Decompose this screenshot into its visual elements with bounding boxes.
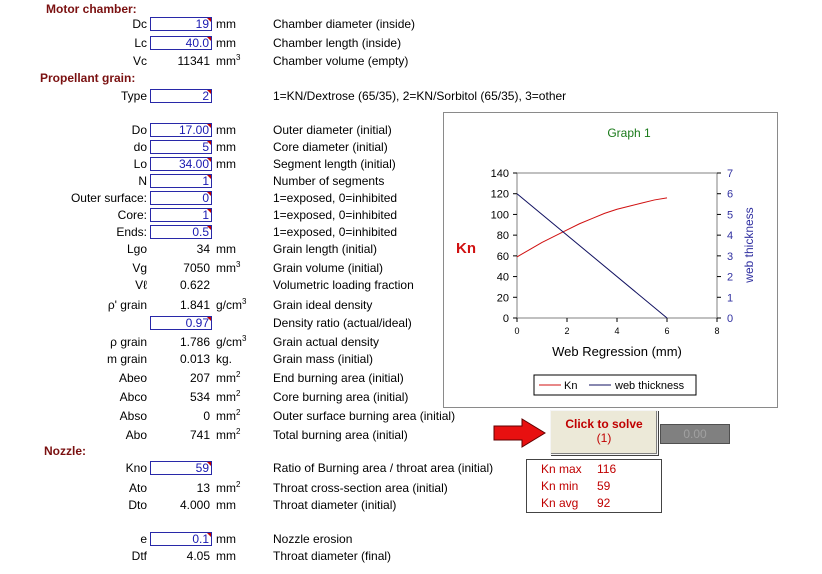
dc-unit-text: mm — [216, 17, 236, 31]
vg-description: Grain volume (initial) — [273, 261, 384, 275]
e-input[interactable]: 0.1 — [150, 532, 212, 546]
abo-unit-exponent: 2 — [236, 427, 241, 436]
type-label: Type — [120, 89, 147, 103]
n-input[interactable]: 1 — [150, 174, 212, 188]
kn-max-value: 116 — [597, 462, 617, 476]
abeo-unit-exponent: 2 — [236, 370, 241, 379]
lc-label: Lc — [134, 36, 147, 50]
m-grain-unit — [216, 352, 232, 366]
abo-value: 741 — [189, 428, 210, 442]
abo-label: Abo — [125, 428, 147, 442]
ato-unit — [216, 481, 240, 495]
v-description: Volumetric loading fraction — [273, 278, 414, 292]
type-input[interactable]: 2 — [150, 89, 212, 103]
grain-label: ρ' grain — [107, 298, 147, 312]
kno-description: Ratio of Burning area / throat area (initial) — [273, 461, 494, 475]
vg-unit-text: mm — [216, 261, 236, 275]
lo-input[interactable]: 34.00 — [150, 157, 212, 171]
do-input[interactable]: 17.00 — [150, 123, 212, 137]
ato-description: Throat cross-section area (initial) — [273, 481, 448, 495]
core-input[interactable]: 1 — [150, 208, 212, 222]
lc-description: Chamber length (inside) — [273, 36, 402, 50]
dc-input[interactable]: 19 — [150, 17, 212, 31]
grain-description: Grain actual density — [273, 335, 380, 349]
e-unit-text: mm — [216, 532, 236, 546]
abeo-label: Abeo — [118, 371, 147, 385]
x-axis-tick-label: 6 — [664, 326, 670, 336]
abco-label: Abco — [119, 390, 147, 404]
abso-description: Outer surface burning area (initial) — [273, 409, 456, 423]
solve-status-box: 0.00 — [660, 424, 730, 444]
dtf-unit — [216, 549, 236, 563]
grain-unit-text: g/cm — [216, 298, 243, 312]
vc-unit-exponent: 3 — [236, 53, 241, 62]
do-unit — [216, 123, 236, 137]
dtf-unit-text: mm — [216, 549, 236, 563]
dc-label: Dc — [132, 17, 147, 31]
e-unit — [216, 532, 236, 546]
ato-label: Ato — [128, 481, 147, 495]
abco-value: 534 — [189, 390, 210, 404]
core-label: Core: — [117, 208, 147, 222]
lo-unit-text: mm — [216, 157, 236, 171]
abeo-value: 207 — [189, 371, 210, 385]
kn-min-value: 59 — [597, 479, 611, 493]
right-axis-tick-label: 6 — [727, 188, 734, 201]
density-ratio-input[interactable]: 0.97 — [150, 316, 212, 330]
do-input[interactable]: 5 — [150, 140, 212, 154]
m-grain-value: 0.013 — [179, 352, 210, 366]
abso-label: Abso — [119, 409, 147, 423]
outer-surface-input[interactable]: 0 — [150, 191, 212, 205]
x-axis-tick-label: 2 — [564, 326, 570, 336]
lo-label: Lo — [133, 157, 147, 171]
abso-unit — [216, 409, 240, 423]
vg-value: 7050 — [183, 261, 210, 275]
abco-unit-exponent: 2 — [236, 389, 241, 398]
right-axis-label: web thickness — [742, 207, 756, 283]
e-label: e — [140, 532, 147, 546]
lc-input[interactable]: 40.0 — [150, 36, 212, 50]
grain-unit — [216, 335, 246, 349]
density-ratio-description: Density ratio (actual/ideal) — [273, 316, 412, 330]
abco-description: Core burning area (initial) — [273, 390, 409, 404]
abso-value: 0 — [203, 409, 210, 423]
abo-description: Total burning area (initial) — [273, 428, 408, 442]
abo-unit — [216, 428, 240, 442]
legend-label-kn: Kn — [564, 380, 578, 392]
right-axis-tick-label: 4 — [727, 230, 734, 243]
ends-label: Ends: — [116, 225, 147, 239]
m-grain-description: Grain mass (initial) — [273, 352, 374, 366]
grain-unit — [216, 298, 246, 312]
section-motor-chamber: Motor chamber: — [46, 2, 137, 16]
right-axis-tick-label: 0 — [727, 313, 734, 325]
kn-avg-value: 92 — [597, 496, 611, 510]
left-axis-tick-label: 60 — [496, 250, 509, 263]
outer-surface-label: Outer surface: — [70, 191, 147, 205]
solve-button-count: (1) — [596, 431, 612, 445]
arrow-right-icon — [492, 418, 548, 448]
x-axis-tick-label: 8 — [714, 326, 720, 336]
do-description: Core diameter (initial) — [273, 140, 388, 154]
m-grain-label: m grain — [106, 352, 147, 366]
outer-surface-description: 1=exposed, 0=inhibited — [273, 191, 398, 205]
kno-label: Kno — [125, 461, 147, 475]
m-grain-unit-text: kg. — [216, 352, 233, 366]
plot-area — [517, 173, 717, 318]
section-nozzle: Nozzle: — [44, 444, 86, 458]
abso-unit-exponent: 2 — [236, 408, 241, 417]
vc-unit-text: mm — [216, 54, 236, 68]
left-axis-tick-label: 100 — [490, 209, 509, 222]
abeo-unit — [216, 371, 240, 385]
left-axis-tick-label: 20 — [496, 292, 509, 305]
dto-description: Throat diameter (initial) — [273, 498, 397, 512]
dto-value: 4.000 — [179, 498, 210, 512]
v-value: 0.622 — [179, 278, 210, 292]
grain-unit-exponent: 3 — [242, 334, 247, 343]
do-unit — [216, 140, 236, 154]
abo-unit-text: mm — [216, 428, 236, 442]
do-unit-text: mm — [216, 140, 236, 154]
abeo-unit-text: mm — [216, 371, 236, 385]
lc-unit-text: mm — [216, 36, 236, 50]
left-axis-tick-label: 40 — [496, 271, 509, 284]
left-axis-tick-label: 140 — [490, 168, 509, 180]
ends-description: 1=exposed, 0=inhibited — [273, 225, 398, 239]
x-axis-tick-label: 0 — [514, 326, 520, 336]
right-axis-tick-label: 3 — [727, 250, 734, 263]
vg-unit-exponent: 3 — [236, 260, 241, 269]
left-axis-tick-label: 0 — [502, 313, 509, 325]
core-description: 1=exposed, 0=inhibited — [273, 208, 398, 222]
dtf-value: 4.05 — [186, 549, 210, 563]
lgo-description: Grain length (initial) — [273, 242, 378, 256]
do-label: Do — [131, 123, 147, 137]
dc-description: Chamber diameter (inside) — [273, 17, 416, 31]
right-axis-tick-label: 1 — [727, 292, 734, 305]
dtf-description: Throat diameter (final) — [273, 549, 392, 563]
vc-description: Chamber volume (empty) — [273, 54, 409, 68]
grain-value: 1.786 — [179, 335, 210, 349]
vg-label: Vg — [132, 261, 147, 275]
do-unit-text: mm — [216, 123, 236, 137]
dtf-label: Dtf — [131, 549, 147, 563]
abco-unit-text: mm — [216, 390, 236, 404]
vg-unit — [216, 261, 240, 275]
right-axis-tick-label: 2 — [727, 271, 734, 284]
lgo-value: 34 — [196, 242, 210, 256]
do-label: do — [133, 140, 147, 154]
left-axis-label: Kn — [456, 240, 476, 257]
vc-label: Vc — [132, 54, 147, 68]
kn-stats-box — [526, 459, 662, 513]
grain-unit-text: g/cm — [216, 335, 243, 349]
dto-unit — [216, 498, 236, 512]
grain-label: ρ grain — [110, 335, 147, 349]
vc-unit — [216, 54, 240, 68]
solve-button-label: Click to solve — [565, 417, 643, 431]
do-description: Outer diameter (initial) — [273, 123, 392, 137]
lo-description: Segment length (initial) — [273, 157, 396, 171]
x-axis-label: Web Regression (mm) — [552, 344, 682, 359]
click-to-solve-button[interactable] — [550, 410, 658, 455]
lo-unit — [216, 157, 236, 171]
kno-input[interactable]: 59 — [150, 461, 212, 475]
chart-svg — [444, 113, 777, 407]
ato-unit-exponent: 2 — [236, 480, 241, 489]
kn-max-label: Kn max — [541, 462, 582, 476]
dc-unit — [216, 17, 236, 31]
lgo-label: Lgo — [126, 242, 147, 256]
grain-unit-exponent: 3 — [242, 297, 247, 306]
abco-unit — [216, 390, 240, 404]
ato-unit-text: mm — [216, 481, 236, 495]
e-description: Nozzle erosion — [273, 532, 353, 546]
kn-avg-label: Kn avg — [541, 496, 579, 510]
type-description: 1=KN/Dextrose (65/35), 2=KN/Sorbitol (65/35), 3=other — [273, 89, 567, 103]
abeo-description: End burning area (initial) — [273, 371, 404, 385]
graph-1-chart — [443, 112, 778, 408]
grain-value: 1.841 — [179, 298, 210, 312]
chart-title: Graph 1 — [607, 126, 651, 140]
section-propellant-grain: Propellant grain: — [40, 71, 136, 85]
dto-label: Dto — [128, 498, 147, 512]
kn-min-label: Kn min — [541, 479, 579, 493]
left-axis-tick-label: 120 — [490, 188, 509, 201]
n-label: N — [138, 174, 147, 188]
ato-value: 13 — [196, 481, 210, 495]
x-axis-tick-label: 4 — [614, 326, 620, 336]
lgo-unit-text: mm — [216, 242, 236, 256]
grain-description: Grain ideal density — [273, 298, 373, 312]
vc-value: 11341 — [177, 54, 210, 68]
right-axis-tick-label: 7 — [727, 168, 734, 180]
right-axis-tick-label: 5 — [727, 209, 734, 222]
abso-unit-text: mm — [216, 409, 236, 423]
lc-unit — [216, 36, 236, 50]
n-description: Number of segments — [273, 174, 385, 188]
v-label: Vℓ — [135, 278, 147, 292]
dto-unit-text: mm — [216, 498, 236, 512]
lgo-unit — [216, 242, 236, 256]
ends-input[interactable]: 0.5 — [150, 225, 212, 239]
legend-label-web-thickness: web thickness — [615, 380, 685, 392]
left-axis-tick-label: 80 — [496, 230, 509, 243]
